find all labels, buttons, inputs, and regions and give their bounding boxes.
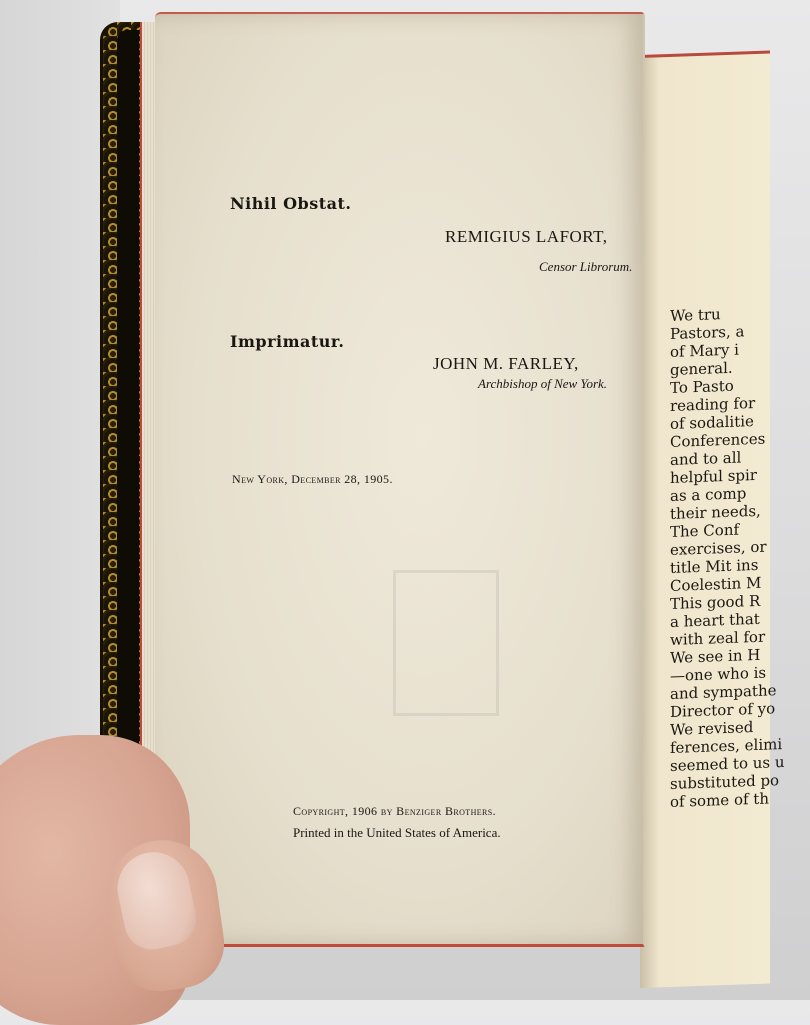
right-page-line: general. bbox=[670, 358, 733, 379]
bleedthrough-title bbox=[155, 129, 643, 169]
right-page-line: The Conf bbox=[670, 520, 740, 541]
right-page-line: substituted po bbox=[670, 771, 780, 793]
printed-in-line: Printed in the United States of America. bbox=[293, 825, 501, 840]
censor-role: Censor Librorum. bbox=[539, 259, 633, 274]
dateline: New York, December 28, 1905. bbox=[232, 472, 393, 486]
right-page-line: of Mary i bbox=[670, 340, 739, 361]
right-page-line: This good R bbox=[670, 591, 761, 613]
censor-name: REMIGIUS LAFORT, bbox=[445, 227, 608, 246]
copyright-line: Copyright, 1906 by Benziger Brothers. bbox=[293, 804, 497, 818]
right-page-line: exercises, or bbox=[670, 537, 767, 559]
right-page-line: Coelestin M bbox=[670, 573, 762, 595]
right-page-line: To Pasto bbox=[670, 376, 734, 397]
archbishop-role: Archbishop of New York. bbox=[478, 376, 608, 391]
right-page-text bbox=[670, 302, 810, 811]
right-page-line: ferences, elimi bbox=[670, 735, 783, 757]
right-page-line: and to all bbox=[670, 448, 742, 469]
right-page-line: a heart that bbox=[670, 609, 760, 631]
right-page-line: reading for bbox=[670, 393, 756, 415]
right-page-line: We tru bbox=[670, 305, 721, 325]
right-page-line: Director of yo bbox=[670, 699, 776, 721]
title-verso-page bbox=[155, 12, 645, 947]
right-page-line: their needs, bbox=[670, 501, 761, 523]
nihil-obstat-heading: Nihil Obstat. bbox=[230, 194, 352, 213]
archbishop-name: JOHN M. FARLEY, bbox=[433, 354, 579, 373]
right-page-line: as a comp bbox=[670, 484, 747, 505]
right-page-line: of some of th bbox=[670, 789, 769, 811]
right-facing-page bbox=[640, 50, 785, 988]
right-page-line: with zeal for bbox=[670, 627, 766, 649]
right-page-line: —one who is bbox=[670, 663, 767, 685]
right-page-line: seemed to us u bbox=[670, 752, 785, 775]
right-page-line: title Mit ins bbox=[670, 555, 759, 577]
right-page-line: Conferences bbox=[670, 429, 766, 451]
bleedthrough-emblem bbox=[393, 570, 499, 716]
right-page-line: of sodalitie bbox=[670, 412, 754, 433]
right-page-line: helpful spir bbox=[670, 465, 757, 487]
right-page-line: Pastors, a bbox=[670, 322, 745, 343]
right-page-line: We see in H bbox=[670, 645, 761, 667]
right-page-line: We revised bbox=[670, 718, 754, 739]
imprimatur-heading: Imprimatur. bbox=[230, 332, 345, 351]
right-page-line: and sympathe bbox=[670, 681, 777, 703]
